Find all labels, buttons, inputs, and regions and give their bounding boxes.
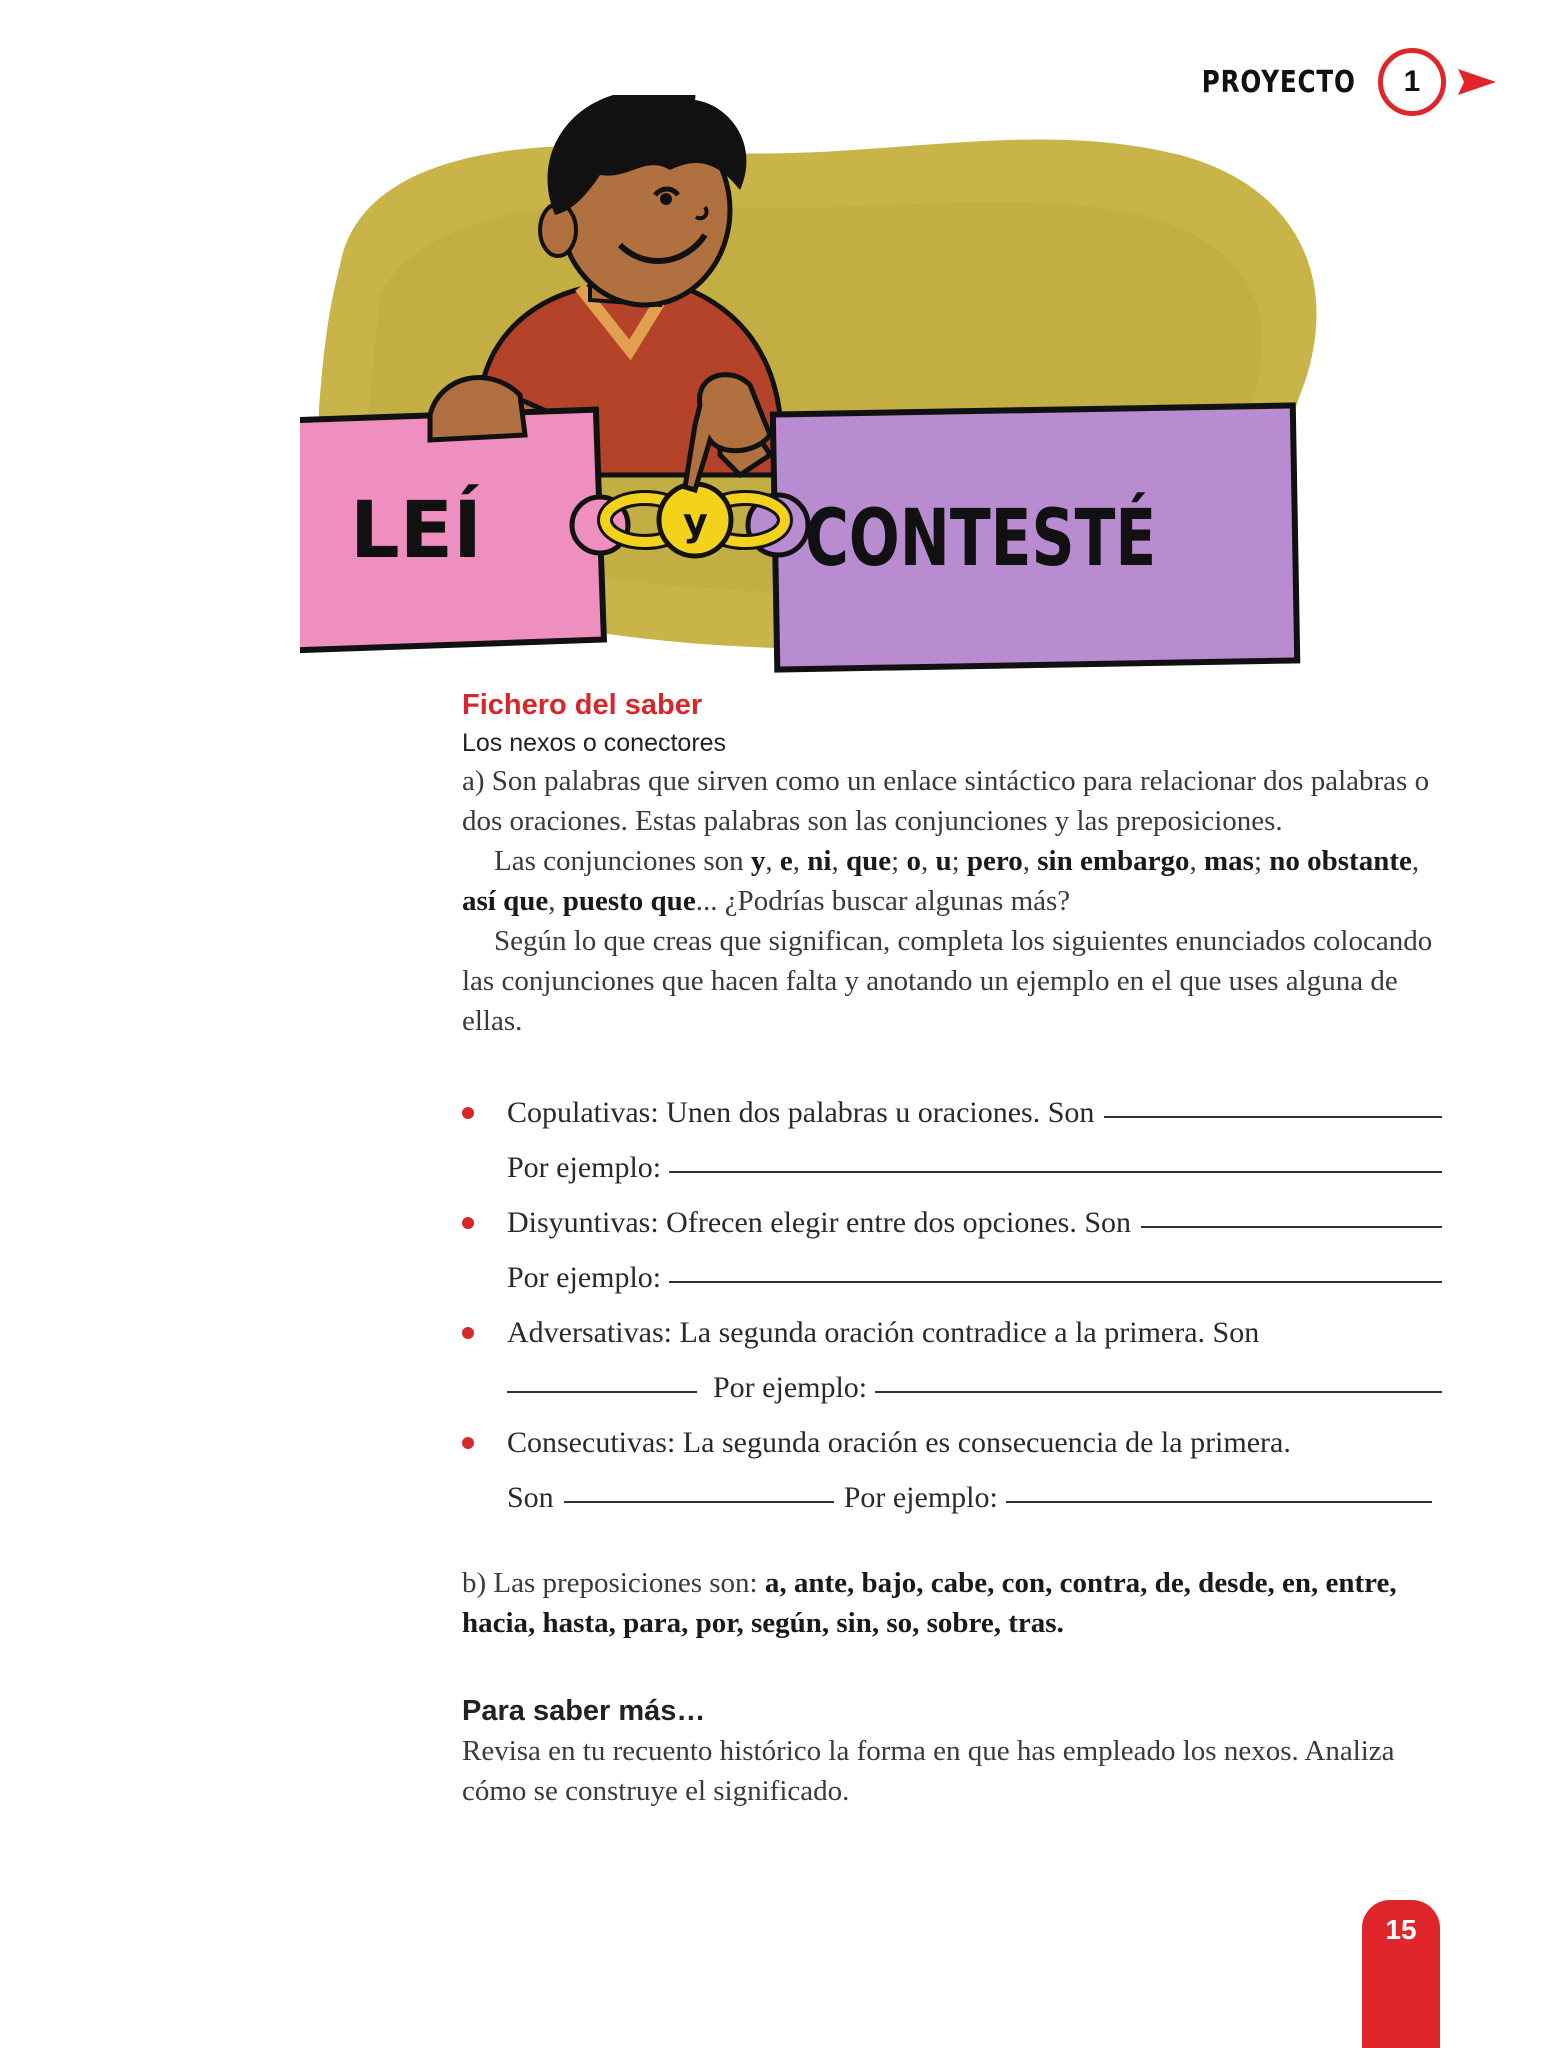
consecutivas-example-blank[interactable] — [1006, 1501, 1432, 1503]
fichero-section — [462, 685, 1442, 1811]
example-label: Por ejemplo: — [713, 1371, 868, 1404]
example-label: Por ejemplo: — [843, 1481, 998, 1514]
adversativas-example-blank[interactable] — [875, 1391, 1442, 1393]
consecutivas-answer-blank[interactable] — [564, 1501, 834, 1503]
bullet-dot-icon — [462, 1107, 474, 1119]
page-number-tab: 15 — [1362, 1900, 1440, 2048]
section-title: Fichero del saber — [462, 689, 703, 721]
son-label: Son — [507, 1481, 554, 1514]
project-label: PROYECTO — [1202, 64, 1356, 100]
list-item — [462, 1305, 1442, 1415]
copulativas-answer-blank[interactable] — [1104, 1116, 1442, 1118]
para-saber-mas-title: Para saber más… — [462, 1695, 706, 1727]
list-item — [462, 1415, 1442, 1525]
consecutivas-text: Consecutivas: La segunda oración es consecuencia de la primera. — [507, 1426, 1291, 1459]
bullet-dot-icon — [462, 1217, 474, 1229]
adversativas-text: Adversativas: La segunda oración contradice a la primera. Son — [507, 1316, 1260, 1349]
example-label: Por ejemplo: — [507, 1261, 662, 1294]
adversativas-answer-blank[interactable] — [507, 1391, 697, 1393]
example-label: Por ejemplo: — [507, 1151, 662, 1184]
list-item — [462, 1195, 1442, 1305]
disyuntivas-example-blank[interactable] — [669, 1281, 1442, 1283]
project-number-badge: 1 — [1378, 48, 1446, 116]
disyuntivas-answer-blank[interactable] — [1141, 1226, 1442, 1228]
conjunctions-paragraph: Las conjunciones son y, e, ni, que; o, u; pero, sin embargo, mas; no obstante, así que, puesto que... ¿Podrías buscar algunas más? — [462, 845, 1420, 917]
piece-right-label: CONTESTÉ — [805, 493, 1157, 585]
list-item — [462, 1085, 1442, 1195]
illustration-boy-puzzle — [300, 95, 1350, 675]
puzzle-piece-contestas — [748, 405, 1297, 669]
play-arrow-icon — [1458, 69, 1496, 95]
bullet-dot-icon — [462, 1327, 474, 1339]
para-saber-mas-text: Revisa en tu recuento histórico la forma en que has empleado los nexos. Analiza cómo se construye el significado. — [462, 1735, 1395, 1807]
piece-left-label: LEÍ — [350, 486, 483, 576]
instructions-paragraph: Según lo que creas que significan, completa los siguientes enunciados colocando las conjunciones que hacen falta y anotando un ejemplo en el que uses alguna de ellas. — [462, 925, 1433, 1037]
section-subtitle: Los nexos o conectores — [462, 729, 727, 757]
puzzle-piece-lei — [300, 410, 628, 651]
disyuntivas-text: Disyuntivas: Ofrecen elegir entre dos opciones. Son — [507, 1206, 1132, 1239]
bullet-dot-icon — [462, 1437, 474, 1449]
copulativas-example-blank[interactable] — [669, 1171, 1442, 1173]
conjunction-types-list — [462, 1085, 1442, 1525]
connector-label: y — [683, 500, 708, 544]
paragraph-a: a) Son palabras que sirven como un enlace sintáctico para relacionar dos palabras o dos oraciones. Estas palabras son las conjunciones y las preposiciones. — [462, 765, 1430, 837]
copulativas-text: Copulativas: Unen dos palabras u oraciones. Son — [507, 1096, 1095, 1129]
prepositions-paragraph: b) Las preposiciones son: a, ante, bajo, cabe, con, contra, de, desde, en, entre, hacia, hasta, para, por, según, sin, so, sobre, tras. — [462, 1567, 1397, 1639]
